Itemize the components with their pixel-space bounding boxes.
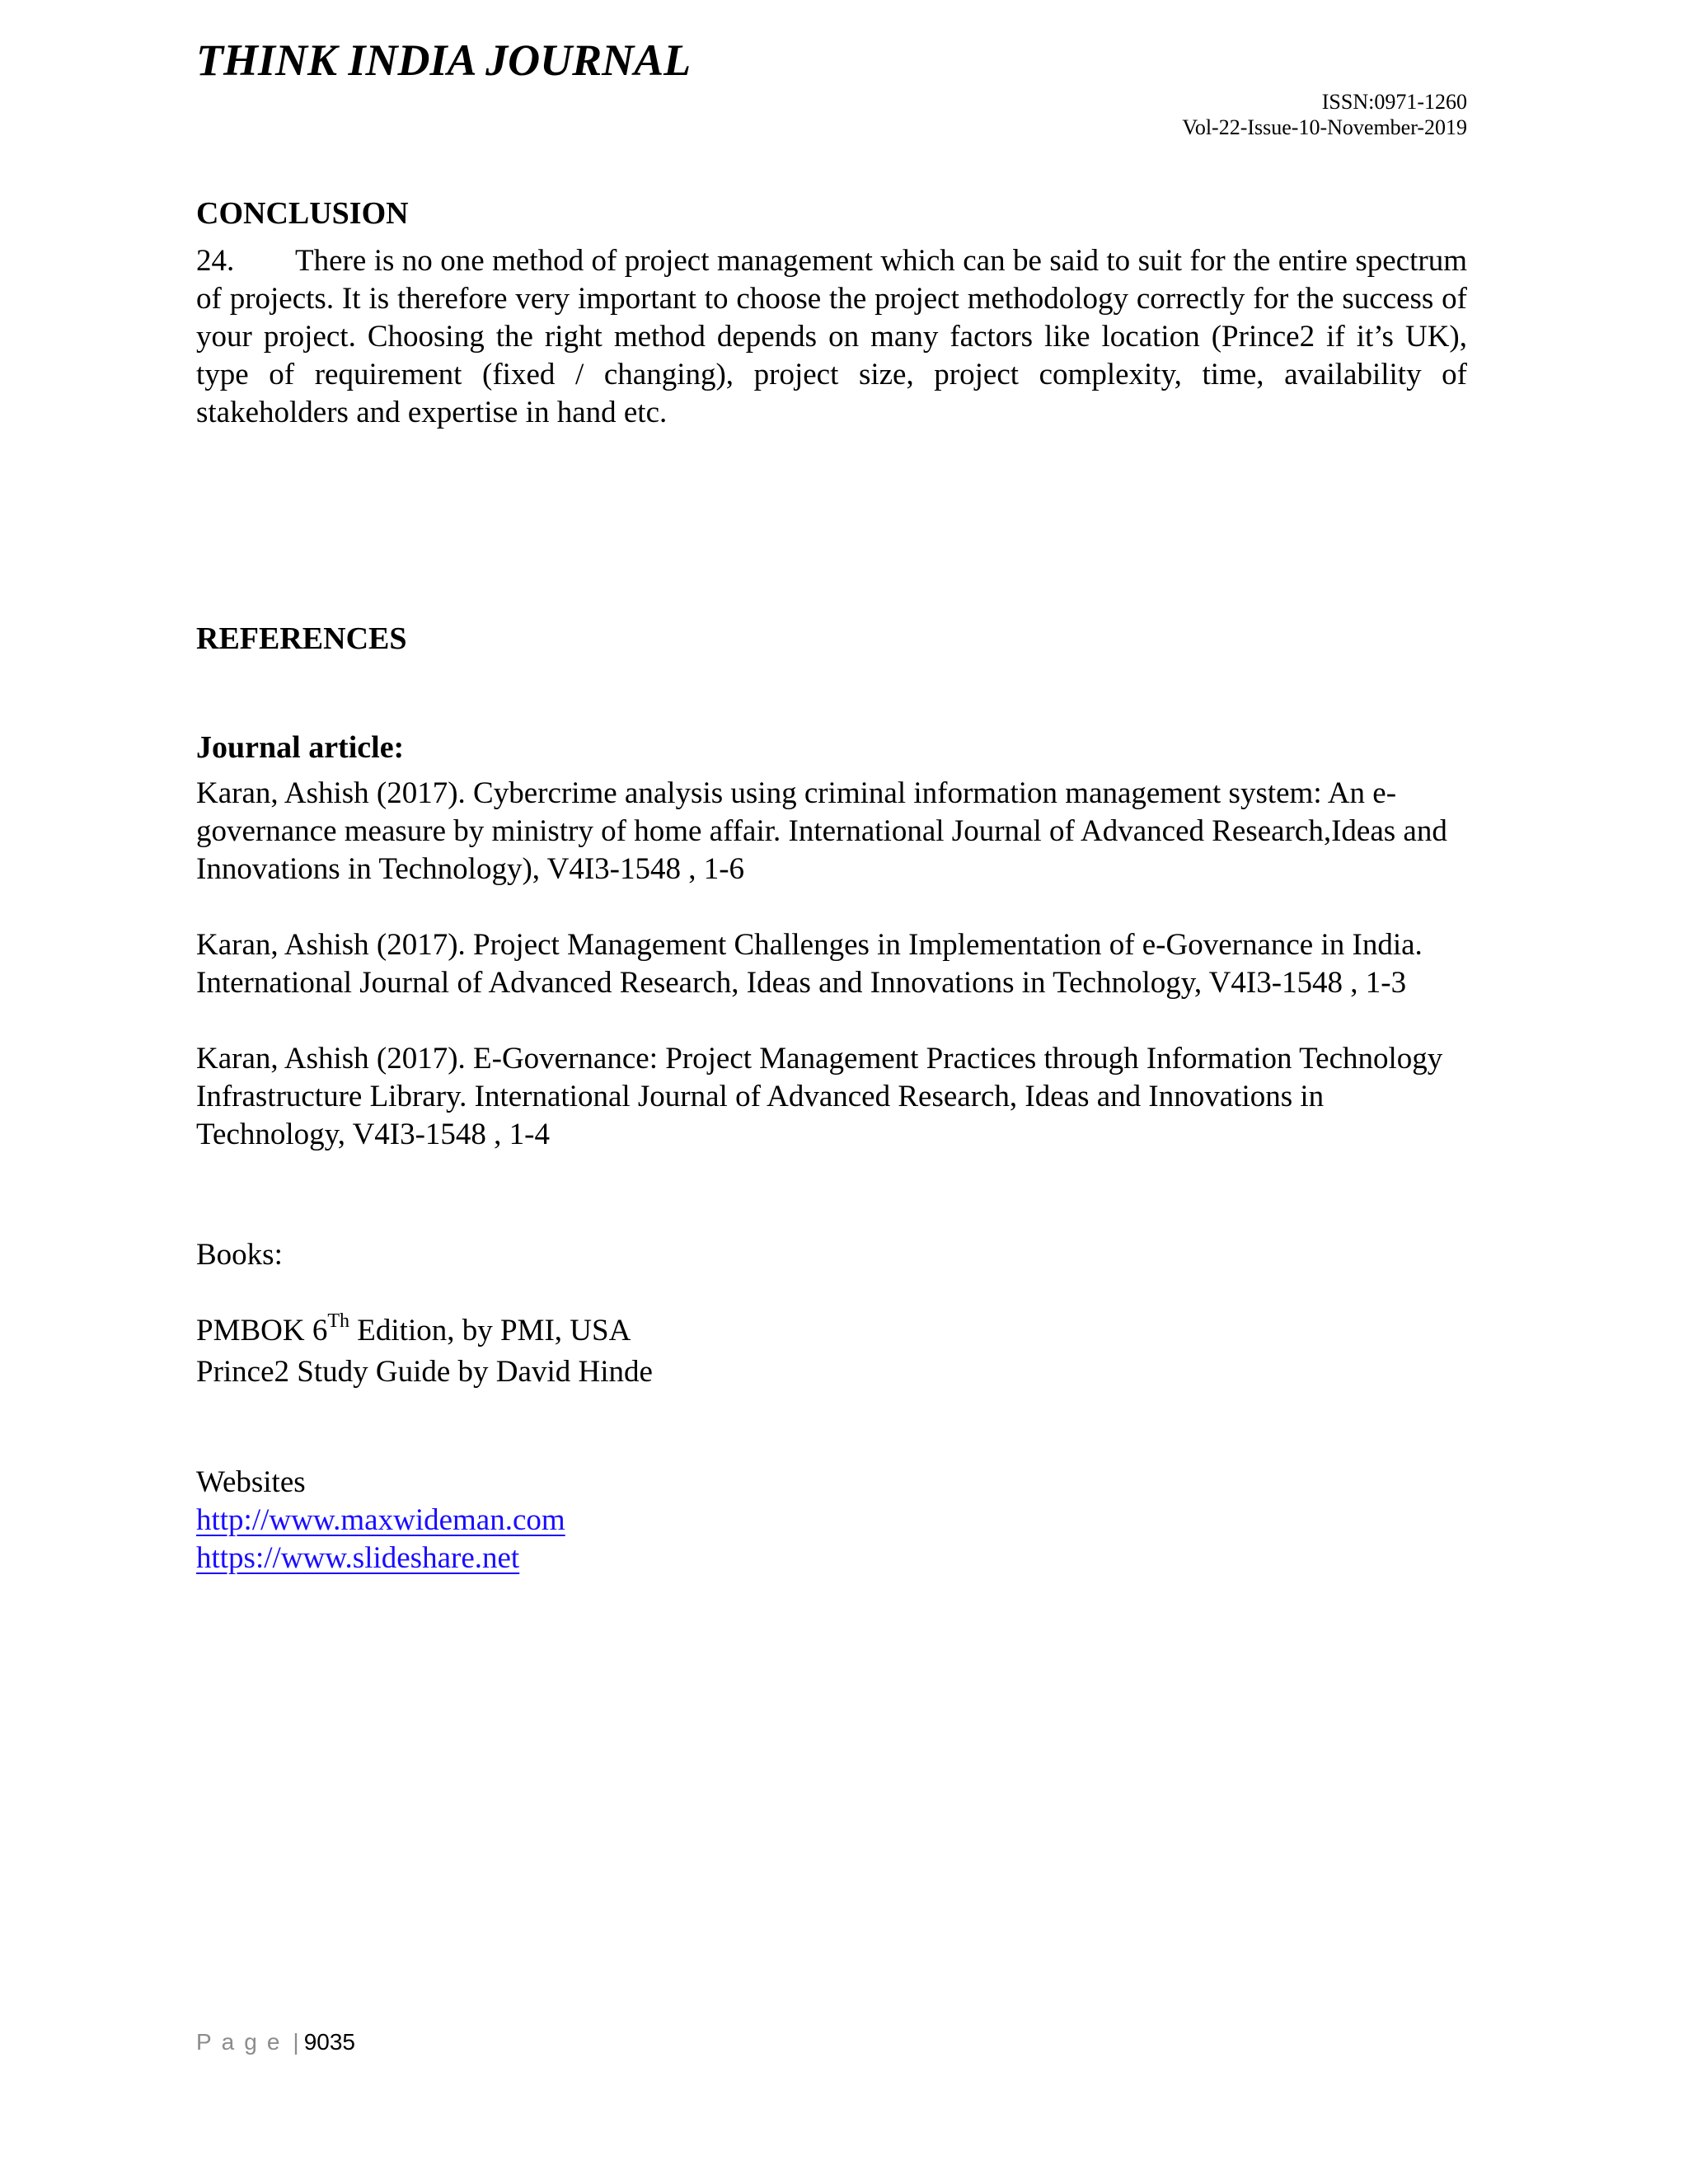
journal-articles-block (196, 729, 1467, 1154)
book-entry (196, 1312, 1467, 1353)
reference-entry: Karan, Ashish (2017). E-Governance: Project Management Practices through Information Technology Infrastructure Library. International Journal of Advanced Research, Ideas and Innovations in Technology, V4I3-1548 , 1-4 (196, 1042, 1443, 1151)
references-heading: REFERENCES (196, 621, 407, 656)
paragraph-number: 24. (196, 244, 235, 278)
page-footer (196, 2029, 355, 2055)
websites-block (196, 1464, 1467, 1577)
superscript: Th (327, 1310, 350, 1332)
books-block (196, 1236, 1467, 1391)
page-label: Page (196, 2029, 290, 2055)
book-title-prefix: PMBOK 6 (196, 1314, 328, 1347)
references-heading-block (196, 620, 1467, 658)
website-link[interactable]: https://www.slideshare.net (196, 1541, 520, 1575)
books-heading: Books: (196, 1238, 283, 1272)
issn-number: ISSN:0971-1260 (1321, 90, 1467, 114)
conclusion-paragraph (196, 242, 1467, 432)
paragraph-text: There is no one method of project management which can be said to suit for the entire spectrum of projects. It is therefore very important to choose the project methodology correctly for the success of your project. Choosing the right method depends on many factors like location (Prince2 if it’s UK), type of requirement (fixed / changing), project size, project complexity, time, availability of stakeholders and expertise in hand etc. (196, 244, 1467, 429)
reference-entry: Karan, Ashish (2017). Project Management Challenges in Implementation of e-Governance in India. International Journal of Advanced Research, Ideas and Innovations in Technology, V4I3-1548 , 1-3 (196, 928, 1423, 1000)
journal-title: THINK INDIA JOURNAL (196, 35, 692, 85)
websites-heading: Websites (196, 1465, 306, 1499)
conclusion-section (196, 194, 1467, 432)
volume-issue: Vol-22-Issue-10-November-2019 (1182, 115, 1467, 139)
book-title-suffix: Edition, by PMI, USA (349, 1314, 631, 1347)
website-link[interactable]: http://www.maxwideman.com (196, 1503, 565, 1537)
journal-article-heading: Journal article: (196, 730, 405, 765)
reference-entry: Karan, Ashish (2017). Cybercrime analysis using criminal information management system: An e-governance measure by ministry of home affair. International Journal of Advanced Research,Ideas and Innovations in Technology), V4I3-1548 , 1-6 (196, 776, 1447, 886)
footer-separator: | (293, 2029, 299, 2055)
book-entry: Prince2 Study Guide by David Hinde (196, 1355, 653, 1389)
conclusion-heading: CONCLUSION (196, 196, 409, 231)
page-number: 9035 (303, 2029, 355, 2055)
issue-info (1182, 89, 1467, 140)
